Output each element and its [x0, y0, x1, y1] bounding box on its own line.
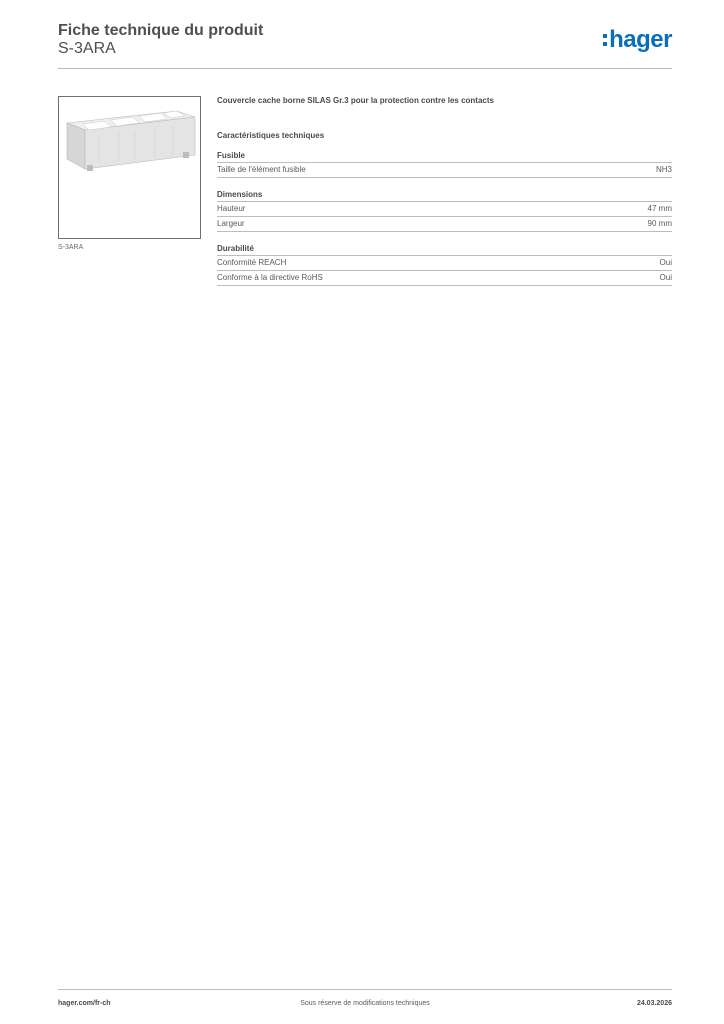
spec-value: NH3	[655, 165, 672, 174]
group-title: Dimensions	[217, 189, 672, 202]
spec-value: 90 mm	[647, 219, 672, 228]
spec-row	[217, 256, 672, 271]
spec-label: Hauteur	[217, 204, 246, 213]
page-header	[58, 20, 672, 69]
spec-row	[217, 271, 672, 286]
specs-heading: Caractéristiques techniques	[217, 131, 325, 140]
terminal-cover-illustration	[59, 97, 200, 238]
image-caption: S-3ARA	[58, 244, 84, 251]
product-image	[58, 96, 201, 239]
document-title: Fiche technique du produit	[58, 22, 264, 39]
page-footer	[58, 989, 672, 1014]
product-description: Couvercle cache borne SILAS Gr.3 pour la protection contre les contacts	[217, 96, 494, 105]
spec-label: Taille de l'élément fusible	[217, 165, 306, 174]
footer-notice: Sous réserve de modifications techniques	[300, 1000, 430, 1007]
logo-dots-icon	[603, 32, 607, 48]
group-title: Fusible	[217, 150, 672, 163]
spec-group-dimensions	[217, 189, 672, 232]
spec-row	[217, 217, 672, 232]
website-link[interactable]: hager.com/fr-ch	[58, 1000, 111, 1007]
product-reference: S-3ARA	[58, 40, 116, 57]
spec-row	[217, 163, 672, 178]
spec-content	[217, 96, 672, 286]
spec-value: 47 mm	[647, 204, 672, 213]
hager-logo	[603, 26, 672, 54]
group-title: Durabilité	[217, 243, 672, 256]
logo-text: hager	[609, 26, 672, 53]
spec-label: Conforme à la directive RoHS	[217, 273, 323, 282]
spec-group-fusible	[217, 150, 672, 178]
spec-value: Oui	[659, 258, 672, 267]
spec-label: Conformité REACH	[217, 258, 287, 267]
spec-group-durabilite	[217, 243, 672, 286]
footer-date: 24.03.2026	[636, 1000, 672, 1007]
spec-label: Largeur	[217, 219, 245, 228]
spec-value: Oui	[659, 273, 672, 282]
spec-row	[217, 202, 672, 217]
